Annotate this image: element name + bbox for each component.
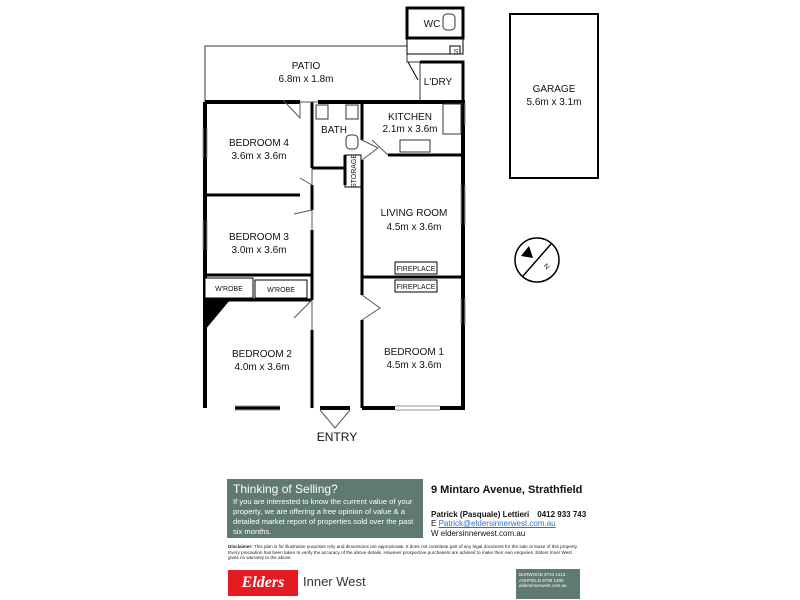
promo-body: If you are interested to know the current value of your property, we are offering a free opinion of value & a detailed market report of properties sold over the past six months. xyxy=(233,497,414,536)
disclaimer-text: This plan is for illustrative purposes only and dimensions are approximate. It does not constitute part of any legal document for the sale or lease of this property. Every precaution has been taken to verify the accuracy of the above details. However prospective purchasers are advised to make their own enquiries. Elders Inner West gives no warranty to the above. xyxy=(228,544,578,561)
entry-label: ENTRY xyxy=(316,430,358,444)
promo-box xyxy=(227,479,423,538)
wc-label: WC xyxy=(423,19,441,30)
bedroom2-label: BEDROOM 2 xyxy=(231,349,293,360)
wardrobe-right-label: W'ROBE xyxy=(267,287,295,294)
compass-n-label: N xyxy=(541,262,551,272)
office-line-2: ASHFIELD 9799 1490 xyxy=(519,577,564,583)
bedroom4-label: BEDROOM 4 xyxy=(228,138,290,149)
agent-line xyxy=(431,510,586,519)
kitchen-size: 2.1m x 3.6m xyxy=(382,124,438,135)
disclaimer xyxy=(228,544,578,561)
agent-email-link[interactable]: Patrick@eldersinnerwest.com.au xyxy=(438,519,556,528)
bedroom3-label: BEDROOM 3 xyxy=(228,232,290,243)
agent-phone[interactable]: 0412 933 743 xyxy=(537,510,587,519)
toilet-icon xyxy=(443,14,455,30)
elders-logo: Elders xyxy=(228,570,298,596)
fireplace-bottom-label: FIREPLACE xyxy=(396,284,436,291)
office-line-3: eldersinnerwest.com.au xyxy=(519,583,567,588)
storage-label: STORAGE xyxy=(351,153,358,189)
kitchen-label: KITCHEN xyxy=(388,112,432,123)
agent-name: Patrick (Pasquale) Lettieri xyxy=(431,510,530,519)
garage-size: 5.6m x 3.1m xyxy=(526,97,582,108)
door-swings xyxy=(283,100,388,428)
bedroom3-size: 3.0m x 3.6m xyxy=(231,245,287,256)
web-prefix: W xyxy=(431,529,439,538)
brand-subtitle: Inner West xyxy=(303,574,366,589)
bedroom1-label: BEDROOM 1 xyxy=(383,347,445,358)
wardrobe-corner xyxy=(205,300,230,330)
bedroom4-size: 3.6m x 3.6m xyxy=(231,151,287,162)
compass-icon xyxy=(515,238,559,282)
property-address: 9 Mintaro Avenue, Strathfield xyxy=(431,484,583,496)
bedroom1-size: 4.5m x 3.6m xyxy=(386,360,442,371)
bath-label: BATH xyxy=(321,125,347,136)
office-contacts xyxy=(516,569,580,599)
wardrobe-left-label: W'ROBE xyxy=(215,286,243,293)
fireplace-top-label: FIREPLACE xyxy=(396,266,436,273)
living-label: LIVING ROOM xyxy=(380,208,448,219)
promo-heading: Thinking of Selling? xyxy=(233,482,338,496)
patio-label: PATIO xyxy=(291,61,321,72)
email-prefix: E xyxy=(431,519,437,528)
agent-email-line xyxy=(431,519,556,528)
disclaimer-label: Disclaimer: xyxy=(228,544,253,549)
agent-web-line xyxy=(431,529,525,538)
laundry-room xyxy=(407,38,463,102)
s-label: S xyxy=(453,49,459,56)
laundry-label: L'DRY xyxy=(423,77,453,88)
agent-web-link[interactable]: eldersinnerwest.com.au xyxy=(440,529,526,538)
office-line-1: BURWOOD 9744 1313 xyxy=(519,572,566,577)
living-size: 4.5m x 3.6m xyxy=(386,222,442,233)
garage-outline xyxy=(510,14,598,178)
bedroom2-size: 4.0m x 3.6m xyxy=(234,362,290,373)
garage-label: GARAGE xyxy=(532,84,576,95)
patio-size: 6.8m x 1.8m xyxy=(278,74,334,85)
